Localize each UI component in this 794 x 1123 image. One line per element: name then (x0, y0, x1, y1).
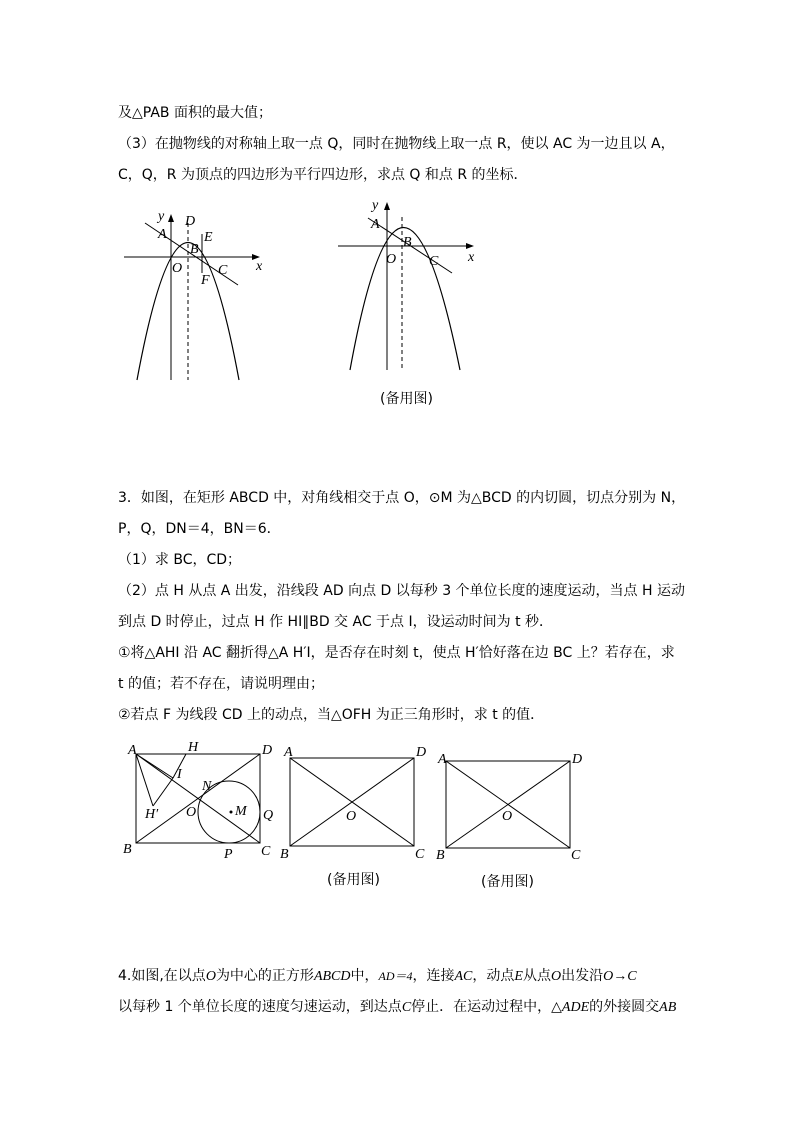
text-line: （1）求 BC，CD； (118, 552, 242, 568)
label-A: A (371, 217, 380, 232)
text-line: P，Q，DN＝4，BN＝6． (118, 521, 281, 537)
label-B: B (403, 235, 412, 250)
label-P: P (224, 847, 233, 862)
text-span: 中， (350, 968, 379, 984)
label-A: A (128, 743, 137, 758)
text-line: t 的值；若不存在，请说明理由； (118, 676, 324, 692)
math-var: C (401, 1000, 412, 1015)
label-D: D (262, 743, 273, 758)
text-line: （2）点 H 从点 A 出发，沿线段 AD 向点 D 以每秒 3 个单位长度的速度运动，当点 H 运动 (118, 583, 685, 599)
text-span: 4.如图,在以点 (118, 968, 206, 984)
math-var: E (514, 969, 523, 984)
math-expr: AD＝4 (378, 969, 413, 983)
text-line: ②若点 F 为线段 CD 上的动点，当△OFH 为正三角形时，求 t 的值． (118, 707, 545, 723)
label-O: O (386, 252, 397, 267)
label-N: N (202, 779, 212, 794)
label-A: A (284, 745, 293, 760)
text-line: 3．如图，在矩形 ABCD 中，对角线相交于点 O，⊙M 为△BCD 的内切圆，切点分别为 N， (118, 490, 686, 506)
rectangle-figure-2 (280, 740, 430, 865)
label-B: B (123, 842, 132, 857)
label-H: H (188, 740, 199, 755)
math-var: O (205, 969, 216, 984)
parabola-figure-1 (118, 205, 278, 385)
text-span: 出发沿 (561, 968, 604, 984)
label-O: O (502, 809, 513, 824)
text-line: 到点 D 时停止，过点 H 作 HI∥BD 交 AC 于点 I，设运动时间为 t 秒． (118, 614, 554, 630)
label-O: O (172, 261, 183, 276)
math-var: AB (659, 1000, 677, 1015)
label-C: C (218, 263, 228, 278)
label-C: C (261, 844, 271, 859)
parabola-figure-2 (330, 195, 490, 375)
math-var: O (550, 969, 562, 984)
label-x: x (468, 250, 475, 265)
label-x: x (256, 259, 263, 274)
label-C: C (415, 847, 425, 862)
figure-caption: (备用图) (481, 874, 534, 890)
label-C: C (429, 254, 439, 269)
label-B: B (436, 848, 445, 863)
math-var: AC (454, 969, 473, 984)
text-span: 停止．在运动过程中， (411, 999, 552, 1015)
text-line (118, 997, 676, 1018)
label-F: F (201, 273, 210, 288)
label-D: D (185, 214, 196, 229)
text-line: （3）在抛物线的对称轴上取一点 Q，同时在抛物线上取一点 R，使以 AC 为一边且以 A， (118, 136, 675, 152)
label-E: E (204, 230, 213, 245)
label-y: y (158, 209, 165, 224)
rectangle-figure-1 (118, 738, 283, 866)
text-span: ，连接 (412, 968, 455, 984)
text-span: 从点 (522, 968, 551, 984)
label-Hprime: H′ (145, 807, 159, 822)
label-D: D (416, 745, 427, 760)
text-span: 为中心的正方形 (215, 968, 314, 984)
text-span: 的外接圆交 (589, 999, 660, 1015)
math-expr: △ADE (551, 1000, 590, 1015)
label-B: B (190, 242, 199, 257)
label-M: M (235, 804, 247, 819)
text-span: 以每秒 1 个单位长度的速度匀速运动，到达点 (118, 999, 402, 1015)
figure-caption: (备用图) (327, 872, 380, 888)
figure-caption: (备用图) (380, 391, 433, 407)
label-A: A (438, 752, 447, 767)
text-line: C，Q，R 为顶点的四边形为平行四边形，求点 Q 和点 R 的坐标． (118, 167, 528, 183)
math-expr: O→C (603, 969, 637, 984)
label-C: C (571, 848, 581, 863)
text-line: ①将△AHI 沿 AC 翻折得△A H′I，是否存在时刻 t，使点 H′恰好落在边 BC 上？若存在，求 (118, 645, 675, 661)
label-D: D (572, 752, 583, 767)
text-span: ，动点 (472, 968, 515, 984)
label-O: O (186, 805, 197, 820)
label-y: y (372, 198, 379, 213)
text-line: 及△PAB 面积的最大值； (118, 105, 272, 121)
math-var: ABCD (313, 969, 351, 984)
label-I: I (177, 767, 182, 782)
label-O: O (346, 809, 357, 824)
label-Q: Q (263, 808, 274, 823)
text-line (118, 966, 637, 987)
label-A: A (158, 227, 167, 242)
rectangle-figure-3 (436, 745, 586, 867)
label-B: B (280, 847, 289, 862)
